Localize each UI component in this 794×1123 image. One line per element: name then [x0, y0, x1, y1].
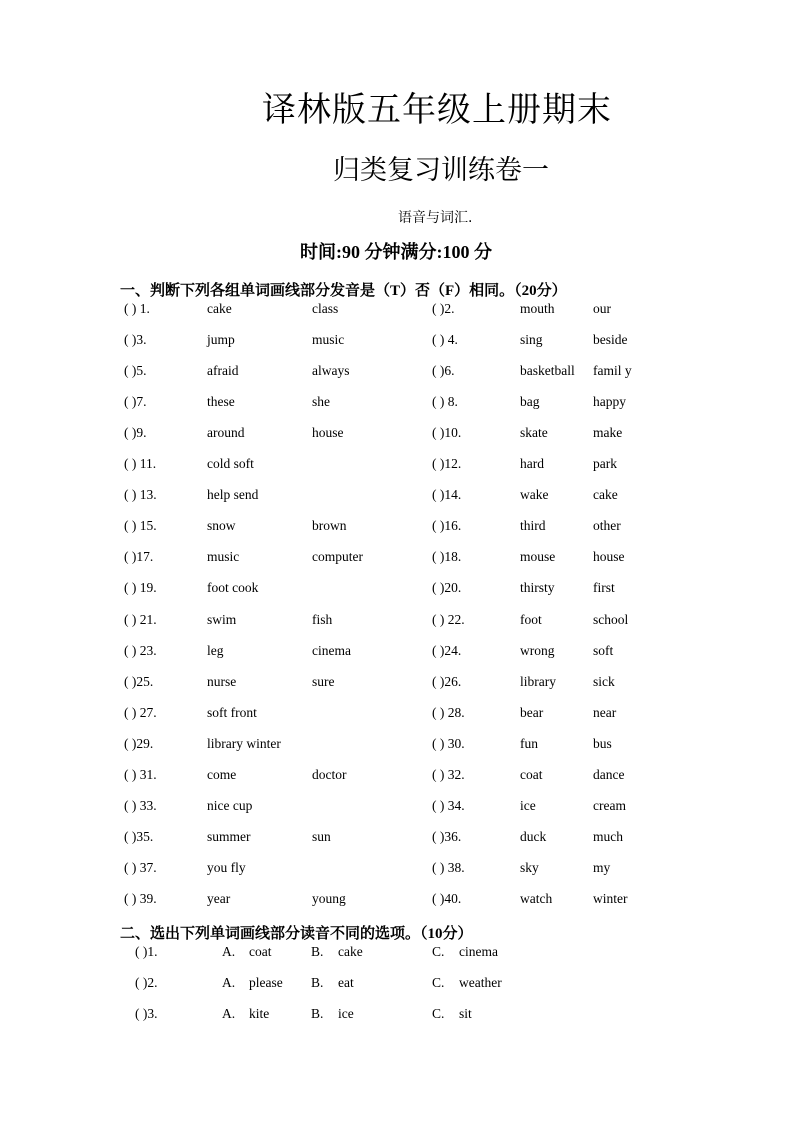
- answer-blank: ( )17.: [124, 549, 154, 565]
- answer-blank: ( )20.: [432, 580, 462, 596]
- option-letter: C.: [432, 975, 445, 990]
- word: school: [593, 611, 629, 627]
- word: cold soft: [207, 456, 254, 472]
- question-row: [0, 332, 794, 354]
- option-letter: A.: [222, 975, 236, 990]
- answer-blank: ( )29.: [124, 735, 154, 751]
- question-row: [0, 705, 794, 727]
- word: winter: [593, 890, 628, 906]
- question-row: [0, 829, 794, 851]
- answer-blank: ( ) 19.: [124, 580, 157, 596]
- word: cream: [593, 797, 626, 813]
- option-letter: A.: [222, 944, 236, 959]
- word: she: [312, 394, 330, 410]
- option-word: ice: [338, 1006, 354, 1021]
- topic-label: 语音与词汇.: [398, 210, 473, 226]
- word: sure: [312, 673, 335, 689]
- question-row: [0, 975, 794, 997]
- word: class: [312, 301, 339, 316]
- answer-blank: ( )40.: [432, 890, 462, 906]
- word: other: [593, 518, 621, 534]
- time-score-info: 时间:90 分钟满分:100 分: [300, 242, 492, 262]
- section1-heading: 一、判断下列各组单词画线部分发音是（T）否（F）相同。（20分）: [120, 283, 567, 299]
- word: nice cup: [207, 797, 253, 813]
- answer-blank: ( ) 28.: [432, 704, 465, 720]
- word: leg: [207, 642, 224, 658]
- word: much: [593, 828, 623, 844]
- answer-blank: ( ) 32.: [432, 766, 465, 782]
- word: soft: [593, 642, 614, 658]
- word: fish: [312, 611, 333, 627]
- question-row: [0, 301, 794, 323]
- word: foot: [520, 611, 542, 627]
- answer-blank: ( )14.: [432, 487, 462, 503]
- answer-blank: ( ) 13.: [124, 487, 157, 503]
- option-letter: C.: [432, 944, 445, 959]
- option-word: eat: [338, 975, 354, 990]
- word: bear: [520, 704, 544, 720]
- word: sick: [593, 673, 615, 689]
- answer-blank: ( )7.: [124, 394, 147, 410]
- option-word: please: [249, 975, 283, 990]
- option-letter: A.: [222, 1006, 236, 1021]
- answer-blank: ( ) 4.: [432, 332, 458, 348]
- option-word: weather: [459, 975, 502, 990]
- page-title: 译林版五年级上册期末: [262, 90, 612, 130]
- word: sing: [520, 332, 543, 348]
- answer-blank: ( ) 15.: [124, 518, 157, 534]
- word: library: [520, 673, 556, 689]
- answer-blank: ( )26.: [432, 673, 462, 689]
- word: bag: [520, 394, 540, 410]
- word: our: [593, 301, 611, 316]
- word: mouth: [520, 301, 555, 316]
- option-letter: B.: [311, 1006, 324, 1021]
- answer-blank: ( )36.: [432, 828, 462, 844]
- question-row: [0, 549, 794, 571]
- word: bus: [593, 735, 612, 751]
- answer-blank: ( )16.: [432, 518, 462, 534]
- answer-blank: ( ) 21.: [124, 611, 157, 627]
- question-row: [0, 736, 794, 758]
- answer-blank: ( ) 37.: [124, 859, 157, 875]
- word: third: [520, 518, 546, 534]
- word: cake: [207, 301, 232, 316]
- word: hard: [520, 456, 544, 472]
- word: summer: [207, 828, 251, 844]
- question-row: [0, 674, 794, 696]
- page-subtitle: 归类复习训练卷一: [333, 155, 549, 186]
- question-row: [0, 891, 794, 913]
- word: you fly: [207, 859, 246, 875]
- word: make: [593, 425, 623, 441]
- word: dance: [593, 766, 625, 782]
- word: park: [593, 456, 617, 472]
- word: basketball: [520, 363, 575, 379]
- question-row: [0, 860, 794, 882]
- answer-blank: ( )6.: [432, 363, 455, 379]
- word: soft front: [207, 704, 257, 720]
- word: cake: [593, 487, 618, 503]
- word: computer: [312, 549, 363, 565]
- question-row: [0, 944, 794, 966]
- question-row: [0, 394, 794, 416]
- option-word: coat: [249, 944, 272, 959]
- answer-blank: ( )5.: [124, 363, 147, 379]
- option-word: cinema: [459, 944, 498, 959]
- word: library winter: [207, 735, 281, 751]
- word: foot cook: [207, 580, 259, 596]
- answer-blank: ( )24.: [432, 642, 462, 658]
- answer-blank: ( ) 38.: [432, 859, 465, 875]
- answer-blank: ( )3.: [124, 332, 147, 348]
- answer-blank: ( ) 31.: [124, 766, 157, 782]
- word: brown: [312, 518, 347, 534]
- option-letter: B.: [311, 975, 324, 990]
- word: famil y: [593, 363, 632, 379]
- option-word: kite: [249, 1006, 270, 1021]
- question-row: [0, 798, 794, 820]
- answer-blank: ( ) 1.: [124, 301, 150, 316]
- answer-blank: ( )3.: [135, 1006, 158, 1021]
- question-row: [0, 363, 794, 385]
- answer-blank: ( )12.: [432, 456, 462, 472]
- answer-blank: ( ) 39.: [124, 890, 157, 906]
- answer-blank: ( ) 22.: [432, 611, 465, 627]
- option-letter: B.: [311, 944, 324, 959]
- question-row: [0, 1006, 794, 1028]
- word: these: [207, 394, 235, 410]
- answer-blank: ( ) 33.: [124, 797, 157, 813]
- word: snow: [207, 518, 236, 534]
- word: skate: [520, 425, 548, 441]
- answer-blank: ( )2.: [432, 301, 455, 316]
- option-word: sit: [459, 1006, 472, 1021]
- word: fun: [520, 735, 538, 751]
- word: always: [312, 363, 350, 379]
- question-row: [0, 643, 794, 665]
- word: music: [312, 332, 345, 348]
- question-row: [0, 425, 794, 447]
- word: young: [312, 890, 346, 906]
- answer-blank: ( )1.: [135, 944, 158, 959]
- answer-blank: ( )9.: [124, 425, 147, 441]
- question-row: [0, 487, 794, 509]
- question-row: [0, 456, 794, 478]
- word: duck: [520, 828, 547, 844]
- word: wrong: [520, 642, 555, 658]
- answer-blank: ( ) 34.: [432, 797, 465, 813]
- question-row: [0, 612, 794, 634]
- section2-heading: 二、选出下列单词画线部分读音不同的选项。（10分）: [120, 926, 473, 942]
- word: afraid: [207, 363, 239, 379]
- option-word: cake: [338, 944, 363, 959]
- word: watch: [520, 890, 553, 906]
- answer-blank: ( ) 11.: [124, 456, 157, 472]
- option-letter: C.: [432, 1006, 445, 1021]
- answer-blank: ( ) 23.: [124, 642, 157, 658]
- word: doctor: [312, 766, 347, 782]
- question-row: [0, 580, 794, 602]
- word: my: [593, 859, 611, 875]
- word: sky: [520, 859, 539, 875]
- word: come: [207, 766, 237, 782]
- word: house: [593, 549, 625, 565]
- word: year: [207, 890, 231, 906]
- question-row: [0, 518, 794, 540]
- answer-blank: ( ) 8.: [432, 394, 458, 410]
- word: happy: [593, 394, 626, 410]
- answer-blank: ( )35.: [124, 828, 154, 844]
- answer-blank: ( ) 30.: [432, 735, 465, 751]
- word: jump: [207, 332, 235, 348]
- word: swim: [207, 611, 237, 627]
- word: nurse: [207, 673, 237, 689]
- word: beside: [593, 332, 628, 348]
- answer-blank: ( )2.: [135, 975, 158, 990]
- word: first: [593, 580, 615, 596]
- word: ice: [520, 797, 536, 813]
- answer-blank: ( )18.: [432, 549, 462, 565]
- question-row: [0, 767, 794, 789]
- word: around: [207, 425, 245, 441]
- word: cinema: [312, 642, 351, 658]
- word: sun: [312, 828, 331, 844]
- word: house: [312, 425, 344, 441]
- word: music: [207, 549, 240, 565]
- answer-blank: ( ) 27.: [124, 704, 157, 720]
- word: near: [593, 704, 617, 720]
- word: coat: [520, 766, 543, 782]
- answer-blank: ( )10.: [432, 425, 462, 441]
- answer-blank: ( )25.: [124, 673, 154, 689]
- word: help send: [207, 487, 259, 503]
- word: wake: [520, 487, 549, 503]
- word: thirsty: [520, 580, 555, 596]
- word: mouse: [520, 549, 556, 565]
